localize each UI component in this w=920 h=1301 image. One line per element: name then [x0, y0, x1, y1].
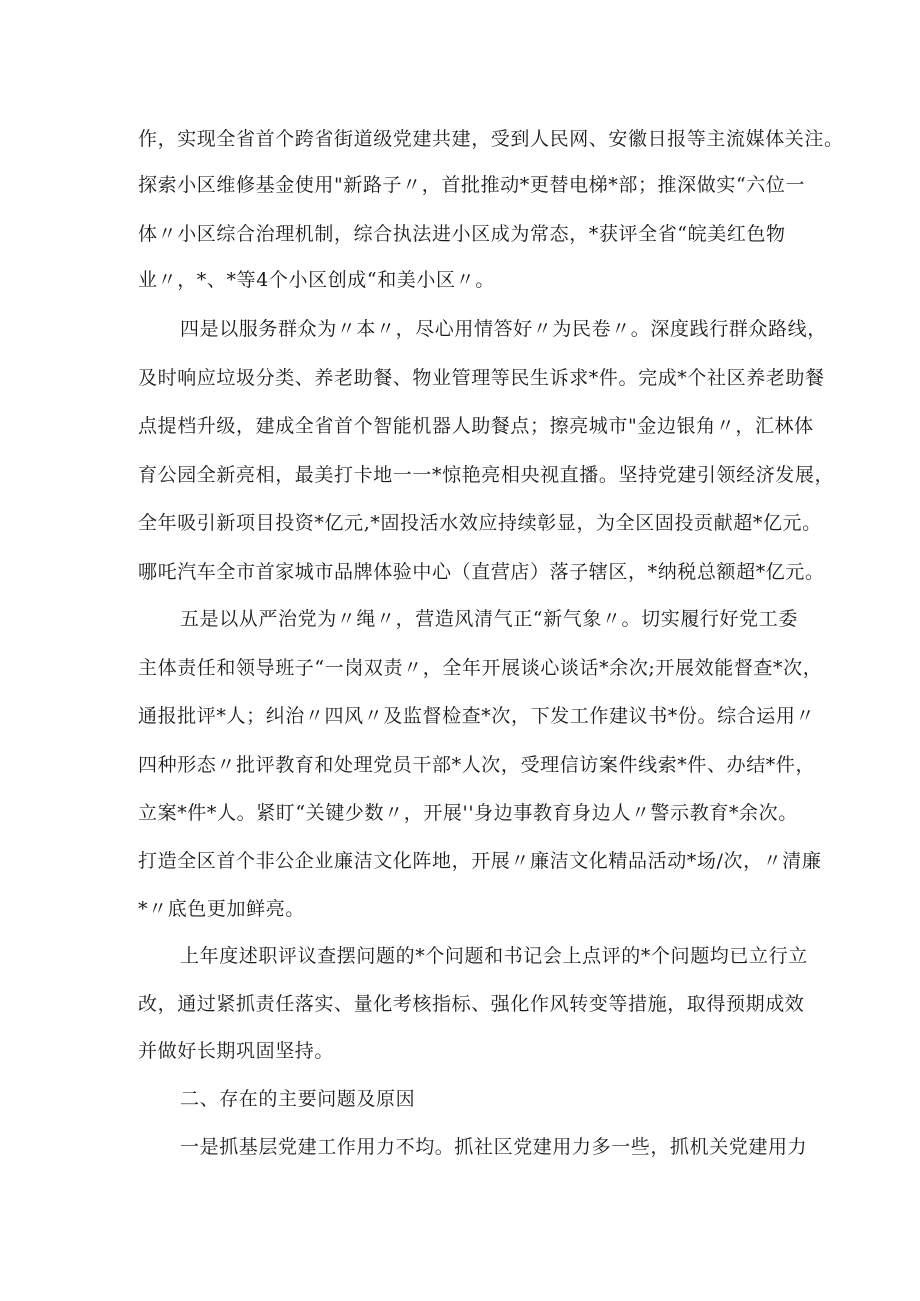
- paragraph-start-line: 四是以服务群众为〃本〃，尽心用情答好〃为民卷〃。深度践行群众路线，: [180, 318, 827, 340]
- text-line: 打造全区首个非公企业廉洁文化阵地，开展〃廉洁文化精品活动*场/次，〃清廉: [138, 850, 822, 872]
- section-heading: 二、存在的主要问题及原因: [180, 1088, 416, 1110]
- text-line: 哪吒汽车全市首家城市品牌体验中心（直营店）落子辖区，*纳税总额超*亿元。: [138, 561, 825, 583]
- text-line: 改，通过紧抓责任落实、量化考核指标、强化作风转变等措施，取得预期成效: [138, 993, 805, 1015]
- text-line: 业〃，*、*等4个小区创成“和美小区〃。: [138, 269, 495, 291]
- text-line: 通报批评*人；纠治〃四风〃及监督检查*次，下发工作建议书*份。综合运用〃: [138, 705, 816, 727]
- text-line: 全年吸引新项目投资*亿元,*固投活水效应持续彰显，为全区固投贡献超*亿元。: [138, 512, 822, 534]
- text-line: 作，实现全省首个跨省街道级党建共建，受到人民网、安徽日报等主流媒体关注。: [138, 128, 844, 150]
- text-line: 点提档升级，建成全省首个智能机器人助餐点；擦亮城市"金边银角〃，汇林体: [138, 415, 814, 437]
- text-line: 立案*件*人。紧盯“关键少数〃，开展''身边事教育身边人〃警示教育*余次。: [138, 802, 798, 824]
- text-line: 四种形态〃批评教育和处理党员干部*人次，受理信访案件线索*件、办结*件，: [138, 754, 816, 776]
- text-line: 育公园全新亮相，最美打卡地一一*惊艳亮相央视直播。坚持党建引领经济发展，: [138, 464, 835, 486]
- paragraph-start-line: 上年度述职评议查摆问题的*个问题和书记会上点评的*个问题均已立行立: [180, 945, 808, 967]
- text-line: 并做好长期巩固坚持。: [138, 1040, 335, 1062]
- paragraph-start-line: 一是抓基层党建工作用力不均。抓社区党建用力多一些，抓机关党建用力: [180, 1136, 808, 1158]
- text-line: 及时响应垃圾分类、养老助餐、物业管理等民生诉求*件。完成*个社区养老助餐: [138, 367, 825, 389]
- text-line: 探索小区维修基金使用"新路子〃，首批推动*更替电梯*部；推深做实“六位一: [138, 174, 806, 196]
- text-line: 主体责任和领导班子“一岗双责〃，全年开展谈心谈话*余次;开展效能督查*次，: [138, 657, 823, 679]
- text-line: *〃底色更加鲜亮。: [138, 898, 305, 920]
- text-line: 体〃小区综合治理机制，综合执法进小区成为常态，*获评全省“皖美红色物: [138, 223, 786, 245]
- paragraph-start-line: 五是以从严治党为〃绳〃，营造风清气正“新气象〃。切实履行好党工委: [180, 608, 798, 630]
